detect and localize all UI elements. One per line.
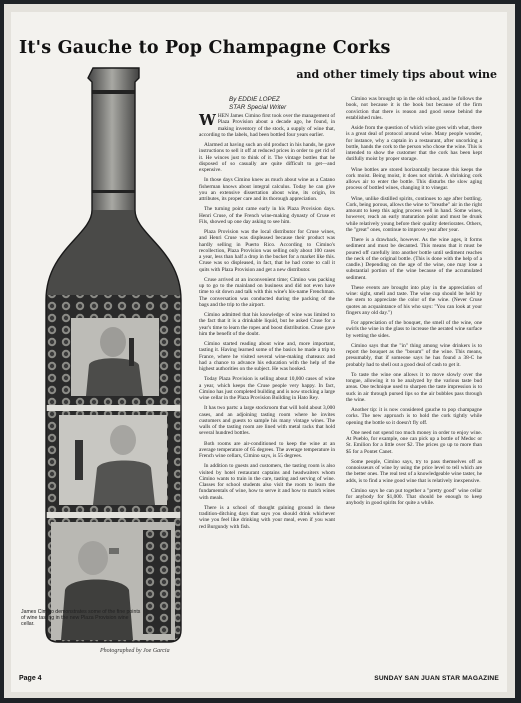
page-number: Page 4: [19, 675, 42, 682]
magazine-name: SUNDAY SAN JUAN STAR MAGAZINE: [374, 675, 499, 682]
paragraph: There is a drawback, however. As the wine ages, it forms sediment and must be decanted. This means that it must be poured off carefully into another bottle until sediment reaches the neck of the original bottle. (This is done with the help of a candle.) Depending on the age of the wine, one may lose a substantial portion of the wine because of the accumulated sediment.: [346, 237, 482, 281]
paragraph: WHEN James Cimino first took over the management of Plaza Provision about a decade ago, he found, in making inventory of the stock, a supply of wine that, according to the labels, had been bottled four years earlier.: [199, 111, 335, 138]
photo-credit: Photographed by Joe Garcia: [100, 648, 170, 654]
paragraph: Wine bottles are stored horizontally because this keeps the cork moist. Being moist, it does not shrink. A shrinking cork allows air to enter the bottle. This disturbs the slow aging process of bottled wines, changing it to vinegar.: [346, 166, 482, 192]
paragraph: Cimino started reading about wine and, more important, tasting it. Having learned some of the basics he made a trip to France, where he visited several wine-making chateaux and had a chance to advance his education with the help of the highest authorities on the subject. He was hooked.: [199, 341, 335, 372]
paragraph: Alarmed at having such an old product in his hands, he gave instructions to sell it off at reduced prices in order to get rid of it. He winces just to think of it. The vintage bottles that he disposed of so casually are quite difficult to get—and expensive.: [199, 142, 335, 173]
headline: It's Gauche to Pop Champagne Corks: [19, 38, 391, 58]
byline-author: By EDDIE LOPEZ: [229, 96, 280, 103]
subhead: and other timely tips about wine: [296, 68, 497, 81]
paragraph: Cimino says he can put together a "pretty good" wine cellar for anybody for $1,000. That should be enough to keep anybody in good spirits for quite a while.: [346, 487, 482, 507]
paragraph: It has two parts: a large stockroom that will hold about 3,000 cases, and an adjoining tasting room where he invites customers and guests to sample his many vintage wines. The walls of the tasting room are lined with metal racks that hold several hundred bottles.: [199, 405, 335, 437]
paragraph: Some people, Cimino says, try to pass themselves off as connoisseurs of wine by using the price level to tell which are the better ones. The real test of a knowledgeable wine taster, he adds, is to find a wine good wine that is relatively inexpensive.: [346, 458, 482, 484]
byline: [229, 96, 349, 112]
paragraph: Cimino says that the "in" thing among wine drinkers is to report the bouquet as the "bosum" of the wine. This means, presumably, that if someone says he has found a 38-C he probably had to shell out a good deal of cash to get it.: [346, 342, 482, 368]
paragraph: These events are brought into play in the appreciation of wine: sight, smell and taste. The wine cup should be held by the stem to appreciate the color of the wine. (Never Cruse quotes an acquaintance of his who says: "You can look at your fingers any old day."): [346, 284, 482, 316]
wine-bottle-illustration: [31, 60, 196, 645]
article-column-2: [346, 96, 482, 511]
paragraph: Aside from the question of which wine goes with what, there is a great deal of protocol around wine. Many people wonder, for instance, why a captain in a restaurant, after uncorking a bottle, hands the cork to the person who chose the wine. This is intended to show the customer that the cork has been kept dutifully moist by proper storage.: [346, 125, 482, 163]
paragraph: Plaza Provision was the local distributor for Cruse wines, and Henri Cruse was displeased because their product was hardly selling in Puerto Rico. According to Cimino's recollection, Plaza Provision was selling only about 100 cases a year, less than half a drop in the bucket for a market like this. Cruse was so displeased, in fact, that he had come to call it quits with Plaza Provision and get a new distributor.: [199, 229, 335, 273]
paragraph: The turning point came early in his Plaza Provision days. Henri Cruse, of the French wine-making dynasty of Cruse et Fils, showed up one day asking to see him.: [199, 206, 335, 225]
article-column-1: [199, 113, 335, 534]
paragraph: Cimino admitted that his knowledge of wine was limited to the fact that it is a drinkable liquid, but he asked Cruse for a year's time to learn the ropes and boost distribution. Cruse gave him the benefit of the doubt.: [199, 312, 335, 337]
paragraph: For appreciation of the bouquet, the smell of the wine, one swirls the wine in the glass to increase the aerated wine surface by wetting the sides.: [346, 320, 482, 339]
paragraph: Wine, unlike distilled spirits, continues to age after bottling. Cork, being porous, allows the wine to "breathe" air in the right amount to keep this aging process well in hand. Some wines, however, reach an early maturation point and must be drunk while relatively young before their quality deteriorates. Others, the "great" ones, continue to improve year after year.: [346, 195, 482, 233]
paragraph: One need not spend too much money in order to enjoy wine. At Pueblo, for example, one can pick up a bottle of Medoc or St. Emilion for a little over $2. The prices go up to more than $5 for a Pontet Canet.: [346, 429, 482, 455]
photo-caption: James Cimino demonstrates some of the fine points of wine tasting in the new Plaza Provision wine cellar.: [21, 609, 141, 628]
paragraph: Another tip: it is now considered gauche to pop champagne corks. The new approach is to hold the cork tightly while opening the bottle so it doesn't fly off.: [346, 407, 482, 426]
paragraph: Cruse arrived at an inconvenient time; Cimino was packing up to go to the mainland on business and did not even have time to sit down and talk with this wine's his-name Frenchman. The conversation was conducted during the packing of the bags and the trip to the airport.: [199, 276, 335, 308]
paragraph: Today Plaza Provision is selling about 10,000 cases of wine a year, which keeps the Cruse people very happy. In fact, Cimino has just completed building and is now stocking a large wine cellar in the Plaza Provision Building in Hato Rey.: [199, 376, 335, 401]
paragraph: In addition to guests and customers, the tasting room is also visited by hotel restaurant captains and headwaiters whom Cimino wants to train in the care, tasting and serving of wine. Classes for school students also visit the room to learn the fundamentals of wine, how to serve it and how to match wines with meals.: [199, 463, 335, 501]
paragraph: Cimino was brought up in the old school, and he follows the book, not because it is the book but because of the firm conviction that there is reason and good sense behind the established rules.: [346, 96, 482, 121]
paragraph: In those days Cimino knew as much about wine as a Catano fisherman knows about integral calculus. Today he can give you an extensive dissertation about wine, its origin, its attributes, its proper care and its thorough appreciation.: [199, 177, 335, 202]
paragraph: There is a school of thought gaining ground in these tradition-ditching days that says you should drink whichever wine you feel like drinking with your meal, even if you want red Burgundy with fish.: [199, 504, 335, 530]
paragraph: To taste the wine one allows it to move slowly over the tongue, allowing it to be analyzed by the various taste bud areas. One technique used to sharpen the taste impression is to suck in air through pursed lips so the air bubbles pass through the wine.: [346, 371, 482, 403]
drop-cap: W: [199, 111, 216, 129]
paragraph: Both rooms are air-conditioned to keep the wine at an average temperature of 65 degrees. The average temperature in French wine cellars, Cimino says, is 55 degrees.: [199, 440, 335, 459]
magazine-page: [11, 12, 507, 692]
byline-role: STAR Special Writer: [229, 104, 287, 111]
